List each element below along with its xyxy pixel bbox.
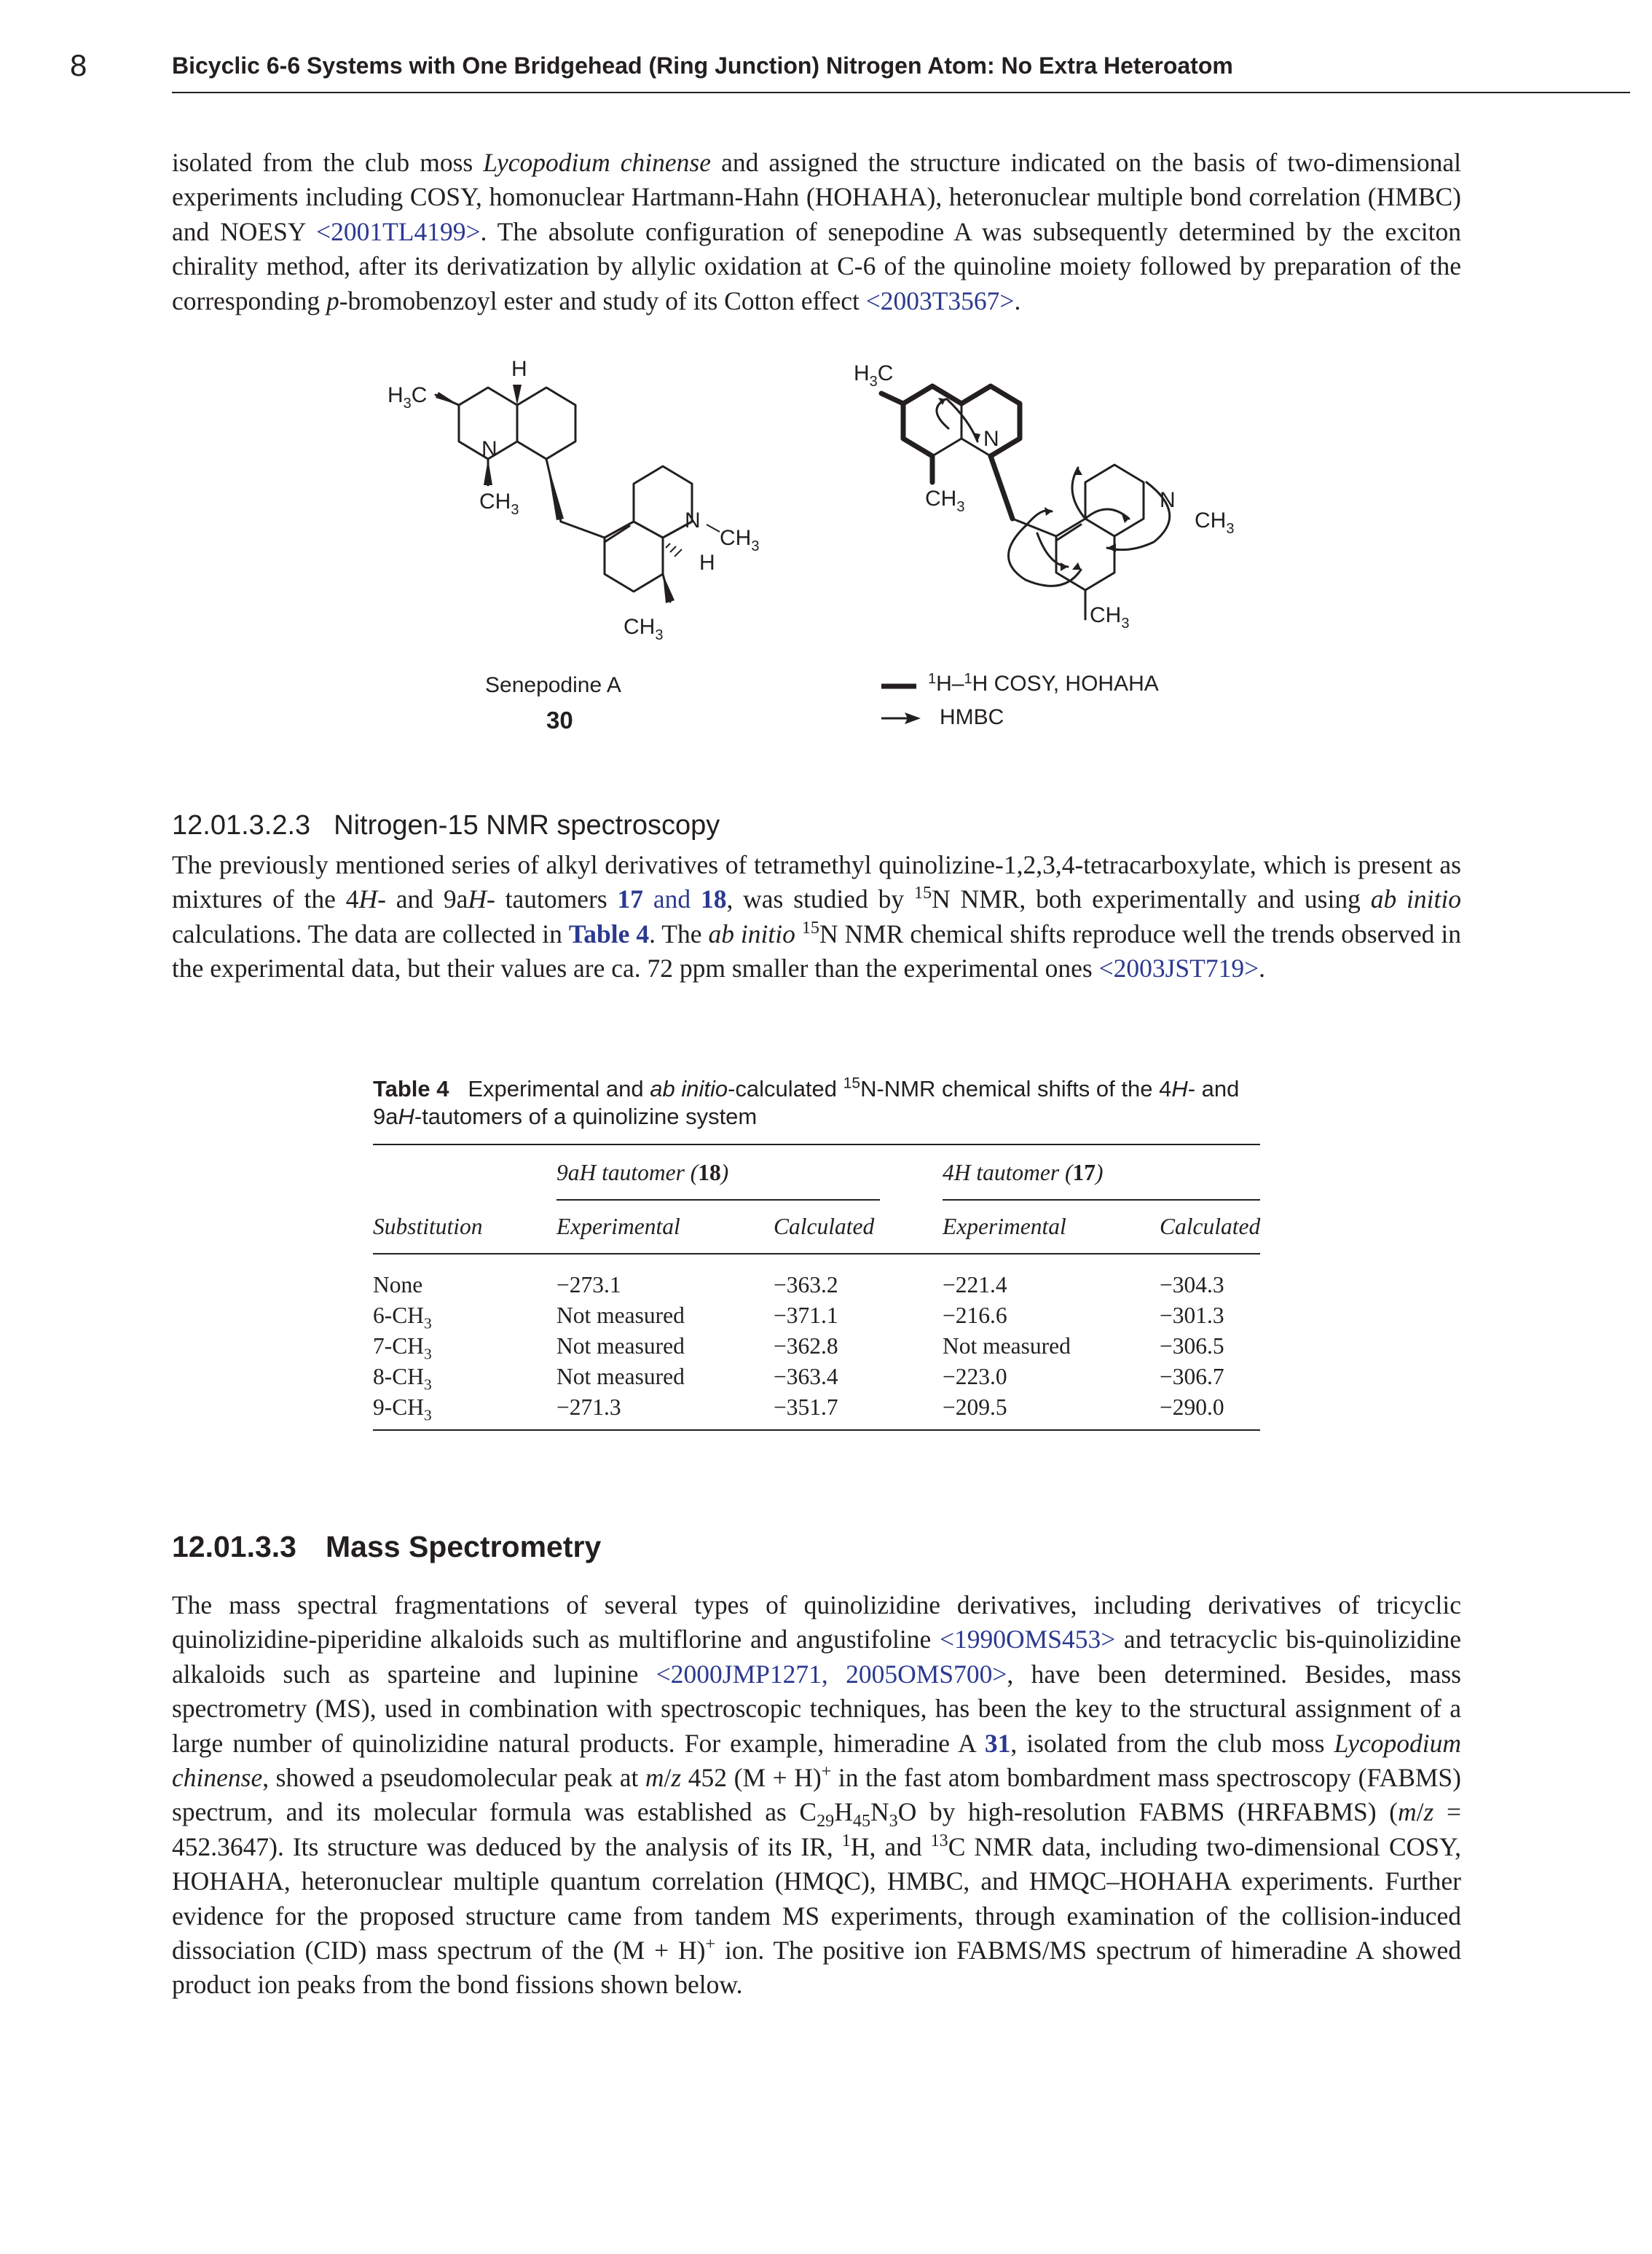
- reference-link[interactable]: <2003T3567>: [865, 286, 1015, 315]
- text: isolated from the club moss: [172, 148, 484, 177]
- reference-link[interactable]: <1990OMS453>: [939, 1625, 1116, 1654]
- table-bottom-rule: [373, 1429, 1260, 1431]
- col-header-calculated: Calculated: [1160, 1214, 1261, 1239]
- text: -bromobenzoyl ester and study of its Cotton effect: [339, 286, 866, 315]
- table-cell-sub: $9-CH_3$: [373, 1394, 432, 1424]
- atom-label: $CH_3$: [624, 615, 664, 643]
- col-header-experimental: Experimental: [556, 1214, 680, 1239]
- table-cell-e1: Not measured: [556, 1364, 685, 1389]
- atom-label: N: [1160, 488, 1176, 512]
- table-cell-sub: $8-CH_3$: [373, 1364, 432, 1394]
- structure-figure: [350, 347, 1311, 755]
- table-cell-c2: −301.3: [1160, 1303, 1224, 1328]
- table-cell-sub: None: [373, 1272, 423, 1297]
- table-cell-e2: Not measured: [943, 1333, 1071, 1359]
- text: .: [1014, 286, 1021, 315]
- paragraph-senepodine: [172, 146, 1461, 318]
- table-cell-e1: −271.3: [556, 1394, 621, 1420]
- table-header-rule: [373, 1253, 1260, 1254]
- table-cell-e1: Not measured: [556, 1333, 685, 1359]
- atom-label: $H_3C$: [388, 383, 428, 412]
- section-heading: [172, 1530, 601, 1564]
- compound-link[interactable]: 31: [984, 1728, 1011, 1758]
- text-italic: p: [326, 286, 339, 315]
- col-header-experimental: Experimental: [943, 1214, 1066, 1239]
- section-number: 12.01.3.3: [172, 1530, 296, 1563]
- subsection-heading: [172, 810, 720, 841]
- table-link[interactable]: Table 4: [568, 919, 650, 949]
- compound-number: 30: [546, 707, 573, 734]
- table-cell-e2: −209.5: [943, 1394, 1007, 1420]
- atom-label: N: [685, 508, 701, 533]
- table-cell-sub: $6-CH_3$: [373, 1303, 432, 1332]
- atom-label: $CH_3$: [1090, 603, 1130, 632]
- group-rule-2: [943, 1199, 1260, 1201]
- header-rule: [172, 92, 1630, 93]
- table-cell-e1: −273.1: [556, 1272, 621, 1297]
- compound-name: Senepodine A: [485, 673, 621, 697]
- legend-hmbc: HMBC: [940, 705, 1004, 729]
- atom-label: H: [511, 357, 527, 381]
- group-rule-1: [556, 1199, 880, 1201]
- reference-link[interactable]: <2000JMP1271, 2005OMS700>: [656, 1659, 1007, 1689]
- table-cell-e2: −216.6: [943, 1303, 1007, 1328]
- table-cell-c2: −306.7: [1160, 1364, 1224, 1389]
- group-header-9aH: 9aH tautomer (18): [556, 1160, 729, 1185]
- compound-link[interactable]: 17: [617, 884, 643, 914]
- table-top-rule: [373, 1144, 1260, 1145]
- table-cell-c2: −304.3: [1160, 1272, 1224, 1297]
- reference-link[interactable]: <2003JST719>: [1098, 954, 1259, 983]
- table-cell-c1: −371.1: [774, 1303, 838, 1328]
- compound-link[interactable]: 18: [700, 884, 727, 914]
- text-italic: Lycopodium chinense: [483, 148, 712, 177]
- atom-label: H: [699, 551, 715, 575]
- atom-label: $CH_3$: [479, 490, 519, 518]
- paragraph-nmr: The previously mentioned series of alkyl derivatives of tetramethyl quinolizine-1,2,3,4-tetracarboxylate, which is present as mixtures of the 4H- and 9aH- tautomers 17 and 18, was studied by $^{15}$N NMR, both experimentally and using ab initio calculations. The data are collected in Table 4. The ab initio $^{15}$N NMR chemical shifts reproduce well the trends observed in the experimental data, but their values are ca. 72 ppm smaller than the experimental ones <2003JST719>.: [172, 850, 1461, 983]
- atom-label: $H_3C$: [854, 361, 894, 390]
- table-cell-c1: −362.8: [774, 1333, 838, 1359]
- table-cell-c2: −290.0: [1160, 1394, 1224, 1420]
- subsection-title: Nitrogen-15 NMR spectroscopy: [334, 810, 720, 841]
- reference-link[interactable]: <2001TL4199>: [316, 216, 481, 246]
- section-title: Mass Spectrometry: [326, 1530, 602, 1563]
- table-cell-e2: −221.4: [943, 1272, 1007, 1297]
- table-cell-c1: −363.2: [774, 1272, 838, 1297]
- text: and assigned the structure indicated on the basis of two-dimensional experiments including COSY, homonuclear Hartmann-Hahn (HOHAHA), heteronuclear multiple bond correlation (HMBC) and NOESY: [172, 148, 1461, 246]
- subsection-number: 12.01.3.2.3: [172, 810, 311, 841]
- atom-label: N: [983, 427, 999, 451]
- atom-label: $CH_3$: [720, 526, 760, 554]
- page-number: 8: [70, 48, 87, 82]
- table-cell-c1: −351.7: [774, 1394, 838, 1420]
- atom-label: N: [481, 437, 497, 461]
- table-cell-e1: Not measured: [556, 1303, 685, 1328]
- running-title: Bicyclic 6-6 Systems with One Bridgehead (Ring Junction) Nitrogen Atom: No Extra Heteroatom: [172, 52, 1233, 79]
- col-header-calculated: Calculated: [774, 1214, 875, 1239]
- table-cell-e2: −223.0: [943, 1364, 1007, 1389]
- text: . The absolute configuration of senepodine A was subsequently determined by the exciton chirality method, after its derivatization by allylic oxidation at C-6 of the quinoline moiety followed by preparation of the corresponding: [172, 216, 1461, 315]
- paragraph-mass-spec: The mass spectral fragmentations of several types of quinolizidine derivatives, including derivatives of tricyclic quinolizidine-piperidine alkaloids such as multiflorine and angustifoline <1990OMS453> and tetracyclic bis-quinolizidine alkaloids such as sparteine and lupinine <2000JMP1271, 2005OMS700>, have been determined. Besides, mass spectrometry (MS), used in combination with spectroscopic techniques, has been the key to the structural assignment of a large number of quinolizidine natural products. For example, himeradine A 31, isolated from the club moss Lycopodium chinense, showed a pseudomolecular peak at m/z 452 (M + H)+ in the fast atom bombardment mass spectroscopy (FABMS) spectrum, and its molecular formula was established as $C_{29}H_{45}N_3O$ by high-resolution FABMS (HRFABMS) (m/z = 452.3647). Its structure was deduced by the analysis of its IR, $^1$H, and $^{13}$C NMR data, including two-dimensional COSY, HOHAHA, heteronuclear multiple quantum correlation (HMQC), HMBC, and HMQC–HOHAHA experiments. Further evidence for the proposed structure came from tandem MS experiments, through examination of the collision-induced dissociation (CID) mass spectrum of the (M + H)+ ion. The positive ion FABMS/MS spectrum of himeradine A showed product ion peaks from the bond fissions shown below.: [172, 1590, 1462, 2000]
- atom-label: $CH_3$: [925, 487, 965, 515]
- col-header-substitution: Substitution: [373, 1214, 483, 1239]
- nmr-table: [373, 1144, 1260, 1435]
- legend-cosy: $^1$H–$^1$H COSY, HOHAHA: [928, 671, 1159, 696]
- atom-label: $CH_3$: [1195, 508, 1235, 537]
- table-cell-sub: $7-CH_3$: [373, 1333, 432, 1363]
- table-cell-c1: −363.4: [774, 1364, 838, 1389]
- table-cell-c2: −306.5: [1160, 1333, 1224, 1359]
- group-header-4H: 4H tautomer (17): [943, 1160, 1104, 1185]
- table-caption: Table 4 Experimental and ab initio-calculated $^{15}$N-NMR chemical shifts of the 4H- and 9aH-tautomers of a quinolizine system: [373, 1075, 1240, 1129]
